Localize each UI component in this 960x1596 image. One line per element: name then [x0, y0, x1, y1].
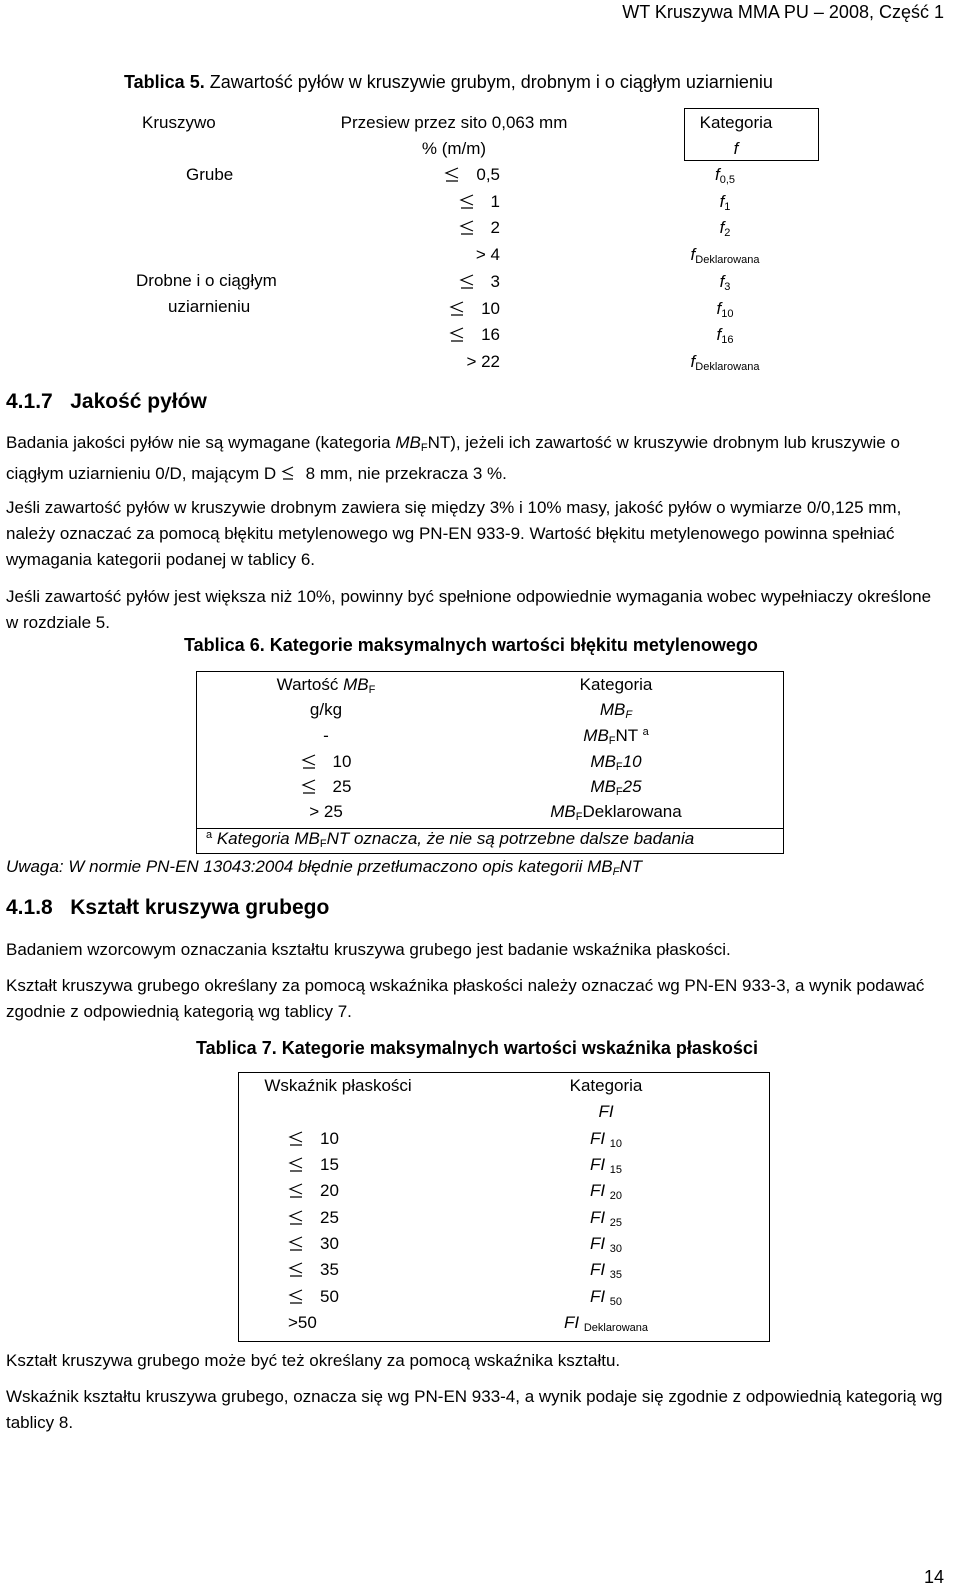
table7-value-cell: 35	[288, 1260, 368, 1280]
section-title: Jakość pyłów	[70, 390, 207, 413]
table5-sieve-cell	[380, 299, 500, 319]
table7-col1-header: Wskaźnik płaskości	[264, 1076, 412, 1095]
less-equal-icon	[301, 754, 323, 768]
table7-value-cell: 15	[288, 1155, 368, 1175]
table5-sieve-cell	[380, 165, 500, 185]
table5-col3-header: Kategoria	[699, 113, 773, 132]
paragraph-5: Kształt kruszywa grubego określany za pomocą wskaźnika płaskości należy oznaczać wg PN-EN 933-3, a wynik podawać zgodnie z odpowiednią kategorią wg tablicy 7.	[6, 976, 925, 1021]
sieve-value: 0,5	[476, 165, 500, 184]
table7-category-cell: FI $_{30}$	[589, 1234, 623, 1255]
table5-group-grube: Grube	[186, 165, 234, 184]
note	[6, 857, 642, 878]
table5-col1-header: Kruszywo	[142, 113, 216, 132]
sieve-value: 2	[490, 218, 500, 237]
table6-col1-header	[196, 675, 456, 696]
table5-sieve-cell	[380, 218, 500, 238]
t6-fn-sup: a	[206, 829, 213, 841]
table7-value-cell: 10	[288, 1129, 368, 1149]
paragraph-1	[6, 430, 946, 487]
note-a: Uwaga: W normie PN-EN 13043:2004 błędnie przetłumaczono opis kategorii MB	[6, 857, 613, 876]
table5-sieve-cell	[380, 192, 500, 212]
paragraph-2: Jeśli zawartość pyłów w kruszywie drobnym zawiera się między 3% i 10% masy, jakość pyłów o wymiarze 0/0,125 mm, należy oznaczać za pomocą błękitu metylenowego wg PN-EN 933-9. Wartość błękitu metylenowego powinna spełniać wymagania kategorii podanej w tablicy 6.	[6, 498, 902, 569]
sieve-value: > 4	[475, 245, 500, 264]
sieve-value: 3	[490, 272, 500, 291]
table7-category-cell: FI $_{20}$	[589, 1181, 623, 1202]
table5-category-cell: $f_{10}$	[716, 299, 734, 320]
table5-sieve-cell	[380, 272, 500, 292]
less-equal-icon	[288, 1183, 310, 1197]
page-number: 14	[923, 1567, 944, 1587]
t6-h1sub: F	[368, 684, 376, 696]
table7-caption-text: Kategorie maksymalnych wartości wskaźnika płaskości	[281, 1038, 758, 1058]
table6-caption-label: Tablica 6.	[184, 635, 265, 655]
table7-value-cell: 50	[288, 1287, 368, 1307]
table7-category-cell: FI $_{10}$	[589, 1129, 623, 1150]
le-symbol	[281, 466, 303, 480]
less-equal-icon	[444, 167, 466, 181]
p1-text-c: 8 mm, nie przekracza 3 %.	[300, 464, 507, 483]
table5-col2-header-1: Przesiew przez sito 0,063 mm	[340, 113, 568, 132]
paragraph-7: Wskaźnik kształtu kruszywa grubego, oznacza się wg PN-EN 933-4, a wynik podaje się zgodnie z odpowiednią kategorią wg tablicy 8.	[6, 1387, 943, 1432]
less-equal-icon	[288, 1262, 310, 1276]
running-header: WT Kruszywa MMA PU – 2008, Część 1	[622, 2, 944, 22]
section-number: 4.1.7	[6, 390, 53, 413]
table7-caption	[196, 1038, 758, 1059]
less-equal-icon	[288, 1210, 310, 1224]
table6-value-cell: 25	[196, 777, 456, 797]
note-b: NT	[619, 857, 643, 876]
table5-col2-header-2: % (m/m)	[421, 139, 487, 158]
paragraph-6: Kształt kruszywa grubego może być też określany za pomocą wskaźnika kształtu.	[6, 1351, 621, 1370]
table5-category-cell: $f_{Deklarowana}$	[690, 245, 760, 266]
table7-col2-symbol: FI	[598, 1102, 614, 1121]
table5-group-drobne-1: Drobne i o ciągłym	[136, 271, 277, 290]
t6-h1mb: MB	[343, 675, 369, 694]
table5-col3-symbol: f	[733, 139, 739, 158]
table5-sieve-cell	[380, 245, 500, 265]
t6-h2mb: MB	[599, 700, 626, 719]
sieve-value: 10	[481, 299, 500, 318]
less-equal-icon	[459, 274, 481, 288]
sieve-value: 16	[481, 325, 500, 344]
table6-col2-mb	[506, 700, 726, 721]
less-equal-icon	[301, 779, 323, 793]
t6-fn-b: NT oznacza, że nie są potrzebne dalsze badania	[326, 829, 695, 848]
table6-value-cell: 10	[196, 752, 456, 772]
t6-fn-sub: F	[319, 838, 327, 850]
table6-caption-text: Kategorie maksymalnych wartości błękitu metylenowego	[269, 635, 758, 655]
table7-category-cell: FI $_{15}$	[589, 1155, 623, 1176]
less-equal-icon	[288, 1131, 310, 1145]
sieve-value: 1	[490, 192, 500, 211]
less-equal-icon	[449, 327, 471, 341]
table7-value-cell: 30	[288, 1234, 368, 1254]
table6-caption	[184, 635, 758, 656]
table6-col1-unit: g/kg	[309, 700, 343, 719]
less-equal-icon	[459, 194, 481, 208]
p1-sub: F	[420, 442, 428, 454]
paragraph-3: Jeśli zawartość pyłów jest większa niż 10%, powinny być spełnione odpowiednie wymagania wobec wypełniaczy określone w rozdziale 5.	[6, 587, 932, 632]
t6-h2sub: F	[625, 709, 633, 721]
t6-fn-a: Kategoria MB	[212, 829, 320, 848]
less-equal-icon	[288, 1157, 310, 1171]
section-4-1-8-heading	[6, 896, 329, 920]
table5-caption	[124, 72, 773, 93]
table6-category-cell: $MB_F10$	[590, 752, 642, 773]
less-equal-icon	[288, 1236, 310, 1250]
less-equal-icon	[449, 301, 471, 315]
table5-category-cell: $f_{0,5}$	[714, 165, 736, 186]
table6-value-cell: > 25	[309, 802, 343, 821]
table5-sieve-cell	[380, 352, 500, 372]
table7-category-cell: FI $_{35}$	[589, 1260, 623, 1281]
table6-col2-header: Kategoria	[579, 675, 653, 694]
section-title: Kształt kruszywa grubego	[70, 896, 330, 919]
table6-category-cell: $MB_FNT$ $^a$	[583, 726, 649, 747]
table5-group-drobne-2: uziarnieniu	[168, 297, 251, 316]
table6-value-cell: -	[323, 726, 329, 745]
table5-category-cell: $f_3$	[719, 272, 731, 293]
section-4-1-7-heading	[6, 390, 207, 414]
sieve-value: > 22	[466, 352, 500, 371]
table5-category-cell: $f_2$	[719, 218, 731, 239]
p1-text-b: NT), jeżeli ich zawartość w kruszywie drobnym lub kruszywie o ciągłym uziarnieniu 0/D, mającym D	[6, 433, 900, 483]
table7-category-cell: FI $_{50}$	[589, 1287, 623, 1308]
table5-sieve-cell	[380, 325, 500, 345]
table6-category-cell: $MB_F25$	[590, 777, 642, 798]
table7-col2-header: Kategoria	[569, 1076, 643, 1095]
less-equal-icon	[288, 1289, 310, 1303]
t6-h1a: Wartość	[276, 675, 344, 694]
p1-text-a: Badania jakości pyłów nie są wymagane (kategoria	[6, 433, 396, 452]
table7-category-cell: FI $_{Deklarowana}$	[563, 1313, 649, 1334]
table7-value-cell: 25	[288, 1208, 368, 1228]
table7-value-cell: >50	[288, 1313, 317, 1332]
table7-category-cell: FI $_{25}$	[589, 1208, 623, 1229]
p1-mb: MB	[395, 433, 421, 452]
table5-category-cell: $f_1$	[719, 192, 731, 213]
table6-footnote	[206, 829, 694, 850]
table5-caption-text: Zawartość pyłów w kruszywie grubym, drobnym i o ciągłym uziarnieniu	[209, 72, 773, 92]
table5-category-cell: $f_{Deklarowana}$	[690, 352, 760, 373]
less-equal-icon	[459, 220, 481, 234]
table5-category-cell: $f_{16}$	[716, 325, 734, 346]
note-sub: F	[612, 866, 620, 878]
table6-category-cell: $MB_FDeklarowana$	[550, 802, 682, 823]
table5-caption-label: Tablica 5.	[124, 72, 205, 92]
section-number: 4.1.8	[6, 896, 53, 919]
table7-caption-label: Tablica 7.	[196, 1038, 277, 1058]
paragraph-4: Badaniem wzorcowym oznaczania kształtu kruszywa grubego jest badanie wskaźnika płaskości.	[6, 940, 731, 959]
table7-value-cell: 20	[288, 1181, 368, 1201]
